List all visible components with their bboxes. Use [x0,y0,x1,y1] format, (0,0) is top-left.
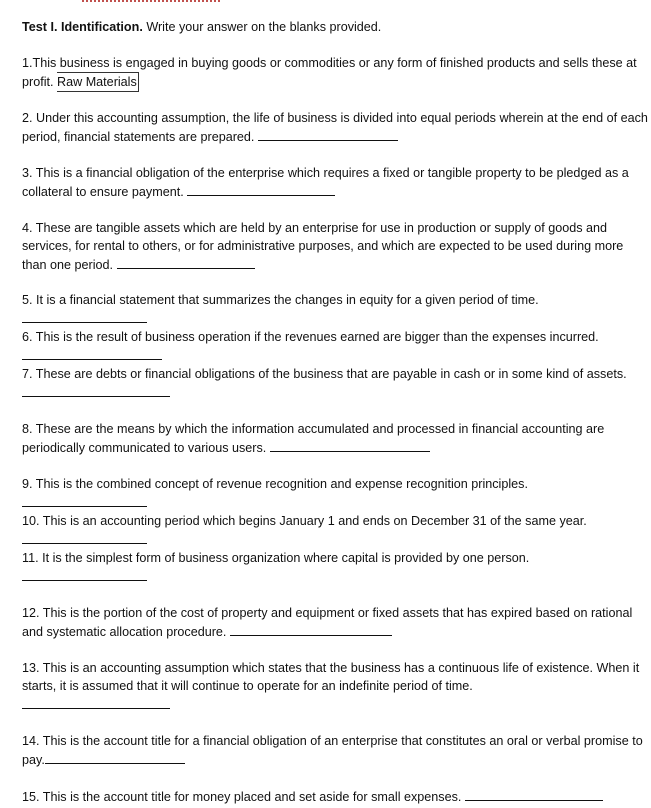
answer-blank-6[interactable] [22,346,162,360]
question-number: 10. [22,514,40,528]
question-12 [22,604,648,641]
question-text: This is the combined concept of revenue recognition and expense recognition principles. [35,477,528,491]
question-9 [22,475,648,512]
question-text: These are the means by which the information accumulated and processed in financial accounting are periodically communicated to various users. [22,422,605,455]
test-title: Test I. Identification. [22,20,143,34]
answer-blank-12[interactable] [230,622,392,636]
question-number: 9. [22,477,33,491]
question-number: 1. [22,56,33,70]
question-text: This is the portion of the cost of property and equipment or fixed assets that has expired based on rational and systematic allocation procedure. [22,606,633,639]
question-text: These are tangible assets which are held by an enterprise for use in production or supply of goods and services, for rental to others, or for administrative purposes, and which are expected to be used during more than one period. [22,221,624,272]
answer-blank-10[interactable] [22,530,147,544]
question-5 [22,291,648,328]
question-15 [22,787,648,806]
question-text: This is the account title for a financial obligation of an enterprise that constitutes an oral or verbal promise to pay. [22,734,643,767]
question-number: 11. [22,551,39,565]
answer-blank-5[interactable] [22,309,147,323]
question-text: This business is engaged in buying goods or commodities or any form of finished products and sells these at profit. [22,56,637,89]
question-number: 12. [22,606,40,620]
question-text: This is the result of business operation if the revenues earned are bigger than the expenses incurred. [35,330,599,344]
top-decoration [82,0,220,5]
question-text: This is a financial obligation of the enterprise which requires a fixed or tangible property to be pledged as a collateral to ensure payment. [22,166,629,199]
answer-blank-2[interactable] [258,127,398,141]
test-heading [22,18,648,36]
question-7 [22,365,648,402]
question-10 [22,512,648,549]
test-document [22,14,648,806]
question-text: Under this accounting assumption, the life of business is divided into equal periods wherein at the end of each period, financial statements are prepared. [22,111,648,144]
question-6 [22,328,648,365]
question-number: 8. [22,422,33,436]
question-text: This is the account title for money placed and set aside for small expenses. [42,790,462,804]
answer-blank-4[interactable] [117,255,255,269]
answer-field-1[interactable]: Raw Materials [57,72,139,92]
question-number: 6. [22,330,33,344]
answer-blank-14[interactable] [45,750,185,764]
question-11 [22,549,648,586]
question-text: This is an accounting period which begins January 1 and ends on December 31 of the same year. [42,514,587,528]
question-13 [22,659,648,714]
question-1 [22,54,648,92]
question-number: 15. [22,790,40,804]
question-text: It is the simplest form of business organization where capital is provided by one person. [42,551,530,565]
test-instructions: Write your answer on the blanks provided. [146,20,382,34]
question-number: 14. [22,734,40,748]
answer-blank-7[interactable] [22,383,170,397]
question-text: This is an accounting assumption which states that the business has a continuous life of existence. When it starts, it is assumed that it will continue to operate for an indefinite period of time. [22,661,640,693]
question-text: These are debts or financial obligations of the business that are payable in cash or in some kind of assets. [35,367,627,381]
question-8 [22,420,648,457]
question-number: 13. [22,661,40,675]
question-4 [22,219,648,274]
answer-blank-9[interactable] [22,493,147,507]
question-number: 5. [22,293,33,307]
answer-blank-15[interactable] [465,787,603,801]
question-number: 2. [22,111,33,125]
question-number: 4. [22,221,33,235]
question-3 [22,164,648,201]
question-2 [22,109,648,146]
answer-blank-13[interactable] [22,695,170,709]
question-number: 7. [22,367,33,381]
answer-blank-8[interactable] [270,438,430,452]
question-text: It is a financial statement that summarizes the changes in equity for a given period of time. [36,293,539,307]
answer-blank-11[interactable] [22,567,147,581]
question-number: 3. [22,166,33,180]
question-14 [22,732,648,769]
answer-blank-3[interactable] [187,182,335,196]
